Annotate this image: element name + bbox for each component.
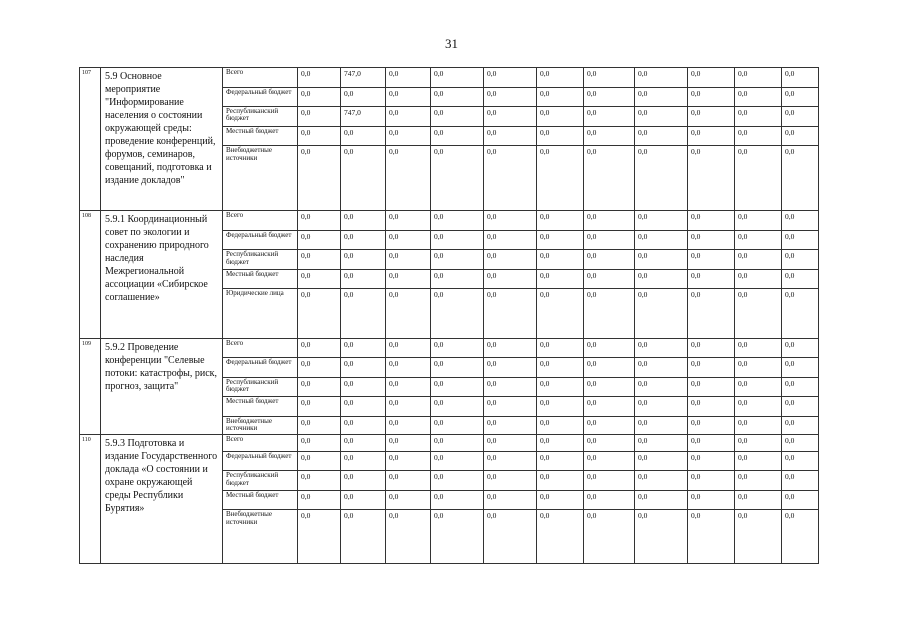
funding-value: 0,0 <box>735 269 782 289</box>
funding-value: 0,0 <box>298 471 341 491</box>
funding-value: 0,0 <box>386 435 431 451</box>
funding-value: 0,0 <box>688 397 735 417</box>
activity-name: 5.9.1 Координационный совет по экологии и сохранению природного наследия Межрегиональной ассоциации «Сибирское соглашение» <box>101 211 223 339</box>
funding-value: 0,0 <box>341 269 386 289</box>
funding-value: 0,0 <box>431 68 484 88</box>
funding-value: 0,0 <box>298 107 341 127</box>
funding-value: 0,0 <box>298 230 341 250</box>
funding-value: 0,0 <box>537 377 584 397</box>
funding-value: 0,0 <box>584 417 635 435</box>
funding-value: 0,0 <box>635 471 688 491</box>
funding-value: 0,0 <box>341 338 386 358</box>
funding-value: 0,0 <box>537 397 584 417</box>
funding-value: 0,0 <box>484 417 537 435</box>
funding-value: 0,0 <box>584 68 635 88</box>
funding-value: 0,0 <box>584 510 635 564</box>
funding-value: 0,0 <box>484 377 537 397</box>
funding-value: 0,0 <box>782 377 819 397</box>
funding-value: 0,0 <box>341 417 386 435</box>
funding-value: 0,0 <box>386 510 431 564</box>
funding-value: 0,0 <box>782 146 819 211</box>
funding-value: 0,0 <box>688 490 735 510</box>
funding-value: 0,0 <box>735 490 782 510</box>
funding-value: 0,0 <box>298 358 341 378</box>
page-number: 31 <box>445 36 458 51</box>
funding-value: 0,0 <box>386 230 431 250</box>
funding-value: 0,0 <box>537 68 584 88</box>
funding-value: 0,0 <box>431 510 484 564</box>
funding-value: 0,0 <box>431 451 484 471</box>
funding-value: 0,0 <box>537 107 584 127</box>
funding-value: 0,0 <box>484 451 537 471</box>
funding-value: 0,0 <box>735 397 782 417</box>
funding-value: 0,0 <box>386 471 431 491</box>
funding-value: 0,0 <box>735 211 782 231</box>
funding-value: 0,0 <box>484 269 537 289</box>
funding-value: 0,0 <box>298 289 341 338</box>
funding-value: 0,0 <box>386 377 431 397</box>
funding-value: 0,0 <box>537 435 584 451</box>
funding-value: 0,0 <box>584 358 635 378</box>
funding-value: 0,0 <box>386 417 431 435</box>
funding-value: 0,0 <box>431 471 484 491</box>
table-row <box>80 68 819 88</box>
funding-value: 0,0 <box>386 68 431 88</box>
funding-value: 0,0 <box>537 289 584 338</box>
funding-value: 0,0 <box>431 289 484 338</box>
funding-value: 0,0 <box>341 211 386 231</box>
activity-name: 5.9 Основное мероприятие "Информирование населения о состоянии окружающей среды: проведение конференций, форумов, семинаров, совещаний, подготовка и издание докладов" <box>101 68 223 211</box>
funding-value: 0,0 <box>635 126 688 146</box>
funding-value: 0,0 <box>386 146 431 211</box>
funding-value: 0,0 <box>484 435 537 451</box>
funding-value: 0,0 <box>341 451 386 471</box>
funding-value: 0,0 <box>735 417 782 435</box>
funding-value: 0,0 <box>584 490 635 510</box>
funding-value: 0,0 <box>735 435 782 451</box>
funding-value: 0,0 <box>484 289 537 338</box>
funding-value: 0,0 <box>688 358 735 378</box>
funding-value: 0,0 <box>782 435 819 451</box>
funding-value: 0,0 <box>688 471 735 491</box>
funding-value: 0,0 <box>484 510 537 564</box>
funding-value: 0,0 <box>584 451 635 471</box>
funding-value: 0,0 <box>537 417 584 435</box>
funding-value: 0,0 <box>635 289 688 338</box>
row-number: 109 <box>80 338 101 434</box>
funding-value: 0,0 <box>735 146 782 211</box>
funding-value: 0,0 <box>782 107 819 127</box>
funding-value: 0,0 <box>484 250 537 270</box>
row-number: 110 <box>80 435 101 564</box>
funding-value: 0,0 <box>431 358 484 378</box>
funding-value: 0,0 <box>688 107 735 127</box>
funding-value: 0,0 <box>782 338 819 358</box>
funding-value: 0,0 <box>635 338 688 358</box>
funding-value: 0,0 <box>584 471 635 491</box>
funding-value: 0,0 <box>688 126 735 146</box>
funding-value: 0,0 <box>782 87 819 107</box>
row-number: 108 <box>80 211 101 339</box>
funding-value: 0,0 <box>635 211 688 231</box>
funding-value: 0,0 <box>484 471 537 491</box>
funding-value: 0,0 <box>484 338 537 358</box>
funding-value: 0,0 <box>386 490 431 510</box>
funding-value: 0,0 <box>782 358 819 378</box>
funding-value: 0,0 <box>688 510 735 564</box>
funding-source: Республиканский бюджет <box>223 250 298 270</box>
funding-value: 0,0 <box>735 338 782 358</box>
funding-value: 0,0 <box>341 435 386 451</box>
funding-value: 0,0 <box>537 211 584 231</box>
funding-value: 0,0 <box>386 250 431 270</box>
funding-value: 0,0 <box>688 211 735 231</box>
funding-value: 0,0 <box>782 269 819 289</box>
funding-source: Местный бюджет <box>223 126 298 146</box>
funding-value: 0,0 <box>298 211 341 231</box>
funding-value: 0,0 <box>584 269 635 289</box>
funding-value: 0,0 <box>431 126 484 146</box>
funding-value: 0,0 <box>484 211 537 231</box>
funding-value: 0,0 <box>537 126 584 146</box>
funding-value: 0,0 <box>341 358 386 378</box>
funding-value: 0,0 <box>341 471 386 491</box>
funding-value: 0,0 <box>688 250 735 270</box>
funding-value: 0,0 <box>298 451 341 471</box>
funding-value: 0,0 <box>341 490 386 510</box>
funding-value: 0,0 <box>341 146 386 211</box>
funding-value: 0,0 <box>635 87 688 107</box>
funding-value: 0,0 <box>431 269 484 289</box>
funding-value: 0,0 <box>431 146 484 211</box>
row-number: 107 <box>80 68 101 211</box>
funding-value: 0,0 <box>635 377 688 397</box>
funding-value: 0,0 <box>484 358 537 378</box>
funding-value: 0,0 <box>341 289 386 338</box>
activity-name: 5.9.2 Проведение конференции "Селевые потоки: катастрофы, риск, прогноз, защита" <box>101 338 223 434</box>
funding-source: Республиканский бюджет <box>223 471 298 491</box>
funding-value: 0,0 <box>431 250 484 270</box>
funding-value: 0,0 <box>298 250 341 270</box>
funding-value: 0,0 <box>584 338 635 358</box>
funding-value: 0,0 <box>341 87 386 107</box>
funding-value: 0,0 <box>782 250 819 270</box>
funding-value: 0,0 <box>537 471 584 491</box>
funding-source: Республиканский бюджет <box>223 377 298 397</box>
funding-value: 0,0 <box>782 289 819 338</box>
funding-source: Юридические лица <box>223 289 298 338</box>
funding-value: 747,0 <box>341 107 386 127</box>
funding-value: 0,0 <box>341 126 386 146</box>
funding-value: 0,0 <box>584 377 635 397</box>
funding-value: 0,0 <box>635 417 688 435</box>
funding-value: 0,0 <box>537 358 584 378</box>
funding-value: 0,0 <box>484 107 537 127</box>
funding-value: 0,0 <box>386 289 431 338</box>
funding-value: 0,0 <box>635 230 688 250</box>
funding-value: 0,0 <box>635 358 688 378</box>
funding-source: Внебюджетные источники <box>223 146 298 211</box>
funding-value: 0,0 <box>635 146 688 211</box>
funding-value: 0,0 <box>735 471 782 491</box>
table-row <box>80 435 819 451</box>
funding-value: 0,0 <box>635 250 688 270</box>
funding-value: 0,0 <box>537 230 584 250</box>
funding-value: 0,0 <box>782 126 819 146</box>
funding-value: 0,0 <box>782 230 819 250</box>
funding-source: Всего <box>223 211 298 231</box>
funding-value: 747,0 <box>341 68 386 88</box>
funding-value: 0,0 <box>735 358 782 378</box>
funding-value: 0,0 <box>782 451 819 471</box>
funding-value: 0,0 <box>584 289 635 338</box>
funding-value: 0,0 <box>484 230 537 250</box>
funding-value: 0,0 <box>688 87 735 107</box>
funding-source: Федеральный бюджет <box>223 451 298 471</box>
funding-source: Внебюджетные источники <box>223 510 298 564</box>
funding-value: 0,0 <box>537 146 584 211</box>
funding-value: 0,0 <box>298 397 341 417</box>
funding-value: 0,0 <box>635 451 688 471</box>
funding-value: 0,0 <box>584 250 635 270</box>
funding-value: 0,0 <box>484 397 537 417</box>
funding-value: 0,0 <box>735 230 782 250</box>
funding-source: Местный бюджет <box>223 269 298 289</box>
table-row <box>80 338 819 358</box>
funding-value: 0,0 <box>584 211 635 231</box>
funding-value: 0,0 <box>688 230 735 250</box>
funding-source: Внебюджетные источники <box>223 417 298 435</box>
funding-value: 0,0 <box>341 377 386 397</box>
funding-value: 0,0 <box>688 435 735 451</box>
activity-name: 5.9.3 Подготовка и издание Государственного доклада «О состоянии и охране окружающей среды Республики Бурятия» <box>101 435 223 564</box>
funding-value: 0,0 <box>386 338 431 358</box>
funding-value: 0,0 <box>584 107 635 127</box>
funding-value: 0,0 <box>431 377 484 397</box>
funding-value: 0,0 <box>735 107 782 127</box>
funding-value: 0,0 <box>341 397 386 417</box>
funding-value: 0,0 <box>635 435 688 451</box>
funding-value: 0,0 <box>341 230 386 250</box>
funding-source: Всего <box>223 338 298 358</box>
funding-value: 0,0 <box>537 250 584 270</box>
funding-source: Федеральный бюджет <box>223 87 298 107</box>
funding-value: 0,0 <box>735 87 782 107</box>
funding-value: 0,0 <box>537 490 584 510</box>
funding-value: 0,0 <box>484 490 537 510</box>
funding-value: 0,0 <box>431 107 484 127</box>
funding-value: 0,0 <box>537 269 584 289</box>
funding-value: 0,0 <box>688 146 735 211</box>
funding-value: 0,0 <box>688 269 735 289</box>
funding-value: 0,0 <box>688 289 735 338</box>
funding-source: Федеральный бюджет <box>223 230 298 250</box>
funding-value: 0,0 <box>735 510 782 564</box>
funding-value: 0,0 <box>635 107 688 127</box>
funding-value: 0,0 <box>298 68 341 88</box>
funding-value: 0,0 <box>688 451 735 471</box>
funding-value: 0,0 <box>688 377 735 397</box>
funding-value: 0,0 <box>298 417 341 435</box>
funding-value: 0,0 <box>688 417 735 435</box>
funding-value: 0,0 <box>298 87 341 107</box>
funding-value: 0,0 <box>298 435 341 451</box>
funding-value: 0,0 <box>431 230 484 250</box>
funding-value: 0,0 <box>635 510 688 564</box>
funding-source: Всего <box>223 435 298 451</box>
funding-value: 0,0 <box>431 397 484 417</box>
funding-value: 0,0 <box>431 211 484 231</box>
funding-value: 0,0 <box>735 377 782 397</box>
funding-value: 0,0 <box>484 146 537 211</box>
funding-value: 0,0 <box>584 435 635 451</box>
funding-value: 0,0 <box>298 377 341 397</box>
funding-value: 0,0 <box>431 417 484 435</box>
funding-source: Федеральный бюджет <box>223 358 298 378</box>
funding-value: 0,0 <box>431 435 484 451</box>
funding-value: 0,0 <box>298 510 341 564</box>
funding-value: 0,0 <box>735 126 782 146</box>
funding-value: 0,0 <box>386 211 431 231</box>
funding-value: 0,0 <box>584 397 635 417</box>
funding-value: 0,0 <box>584 230 635 250</box>
funding-value: 0,0 <box>298 269 341 289</box>
funding-value: 0,0 <box>386 358 431 378</box>
funding-value: 0,0 <box>584 87 635 107</box>
funding-value: 0,0 <box>782 510 819 564</box>
funding-value: 0,0 <box>298 146 341 211</box>
funding-source: Всего <box>223 68 298 88</box>
funding-value: 0,0 <box>386 451 431 471</box>
funding-value: 0,0 <box>735 250 782 270</box>
funding-value: 0,0 <box>431 490 484 510</box>
funding-value: 0,0 <box>782 471 819 491</box>
funding-value: 0,0 <box>537 87 584 107</box>
funding-value: 0,0 <box>782 397 819 417</box>
funding-value: 0,0 <box>298 338 341 358</box>
funding-value: 0,0 <box>341 510 386 564</box>
funding-value: 0,0 <box>537 510 584 564</box>
funding-value: 0,0 <box>635 397 688 417</box>
funding-value: 0,0 <box>431 338 484 358</box>
table-row <box>80 211 819 231</box>
funding-value: 0,0 <box>484 87 537 107</box>
funding-value: 0,0 <box>537 451 584 471</box>
funding-value: 0,0 <box>584 126 635 146</box>
funding-value: 0,0 <box>484 126 537 146</box>
funding-value: 0,0 <box>782 211 819 231</box>
budget-table <box>79 67 819 564</box>
funding-value: 0,0 <box>386 126 431 146</box>
funding-value: 0,0 <box>782 68 819 88</box>
funding-value: 0,0 <box>386 269 431 289</box>
funding-value: 0,0 <box>484 68 537 88</box>
funding-value: 0,0 <box>635 68 688 88</box>
funding-value: 0,0 <box>735 289 782 338</box>
funding-value: 0,0 <box>635 490 688 510</box>
funding-value: 0,0 <box>537 338 584 358</box>
funding-value: 0,0 <box>584 146 635 211</box>
funding-value: 0,0 <box>735 451 782 471</box>
funding-value: 0,0 <box>298 126 341 146</box>
funding-value: 0,0 <box>635 269 688 289</box>
funding-value: 0,0 <box>782 417 819 435</box>
funding-value: 0,0 <box>341 250 386 270</box>
funding-value: 0,0 <box>688 338 735 358</box>
funding-value: 0,0 <box>688 68 735 88</box>
funding-value: 0,0 <box>782 490 819 510</box>
funding-source: Местный бюджет <box>223 490 298 510</box>
funding-value: 0,0 <box>431 87 484 107</box>
funding-source: Местный бюджет <box>223 397 298 417</box>
funding-value: 0,0 <box>735 68 782 88</box>
funding-source: Республиканский бюджет <box>223 107 298 127</box>
funding-value: 0,0 <box>386 397 431 417</box>
funding-value: 0,0 <box>298 490 341 510</box>
funding-value: 0,0 <box>386 107 431 127</box>
funding-value: 0,0 <box>386 87 431 107</box>
